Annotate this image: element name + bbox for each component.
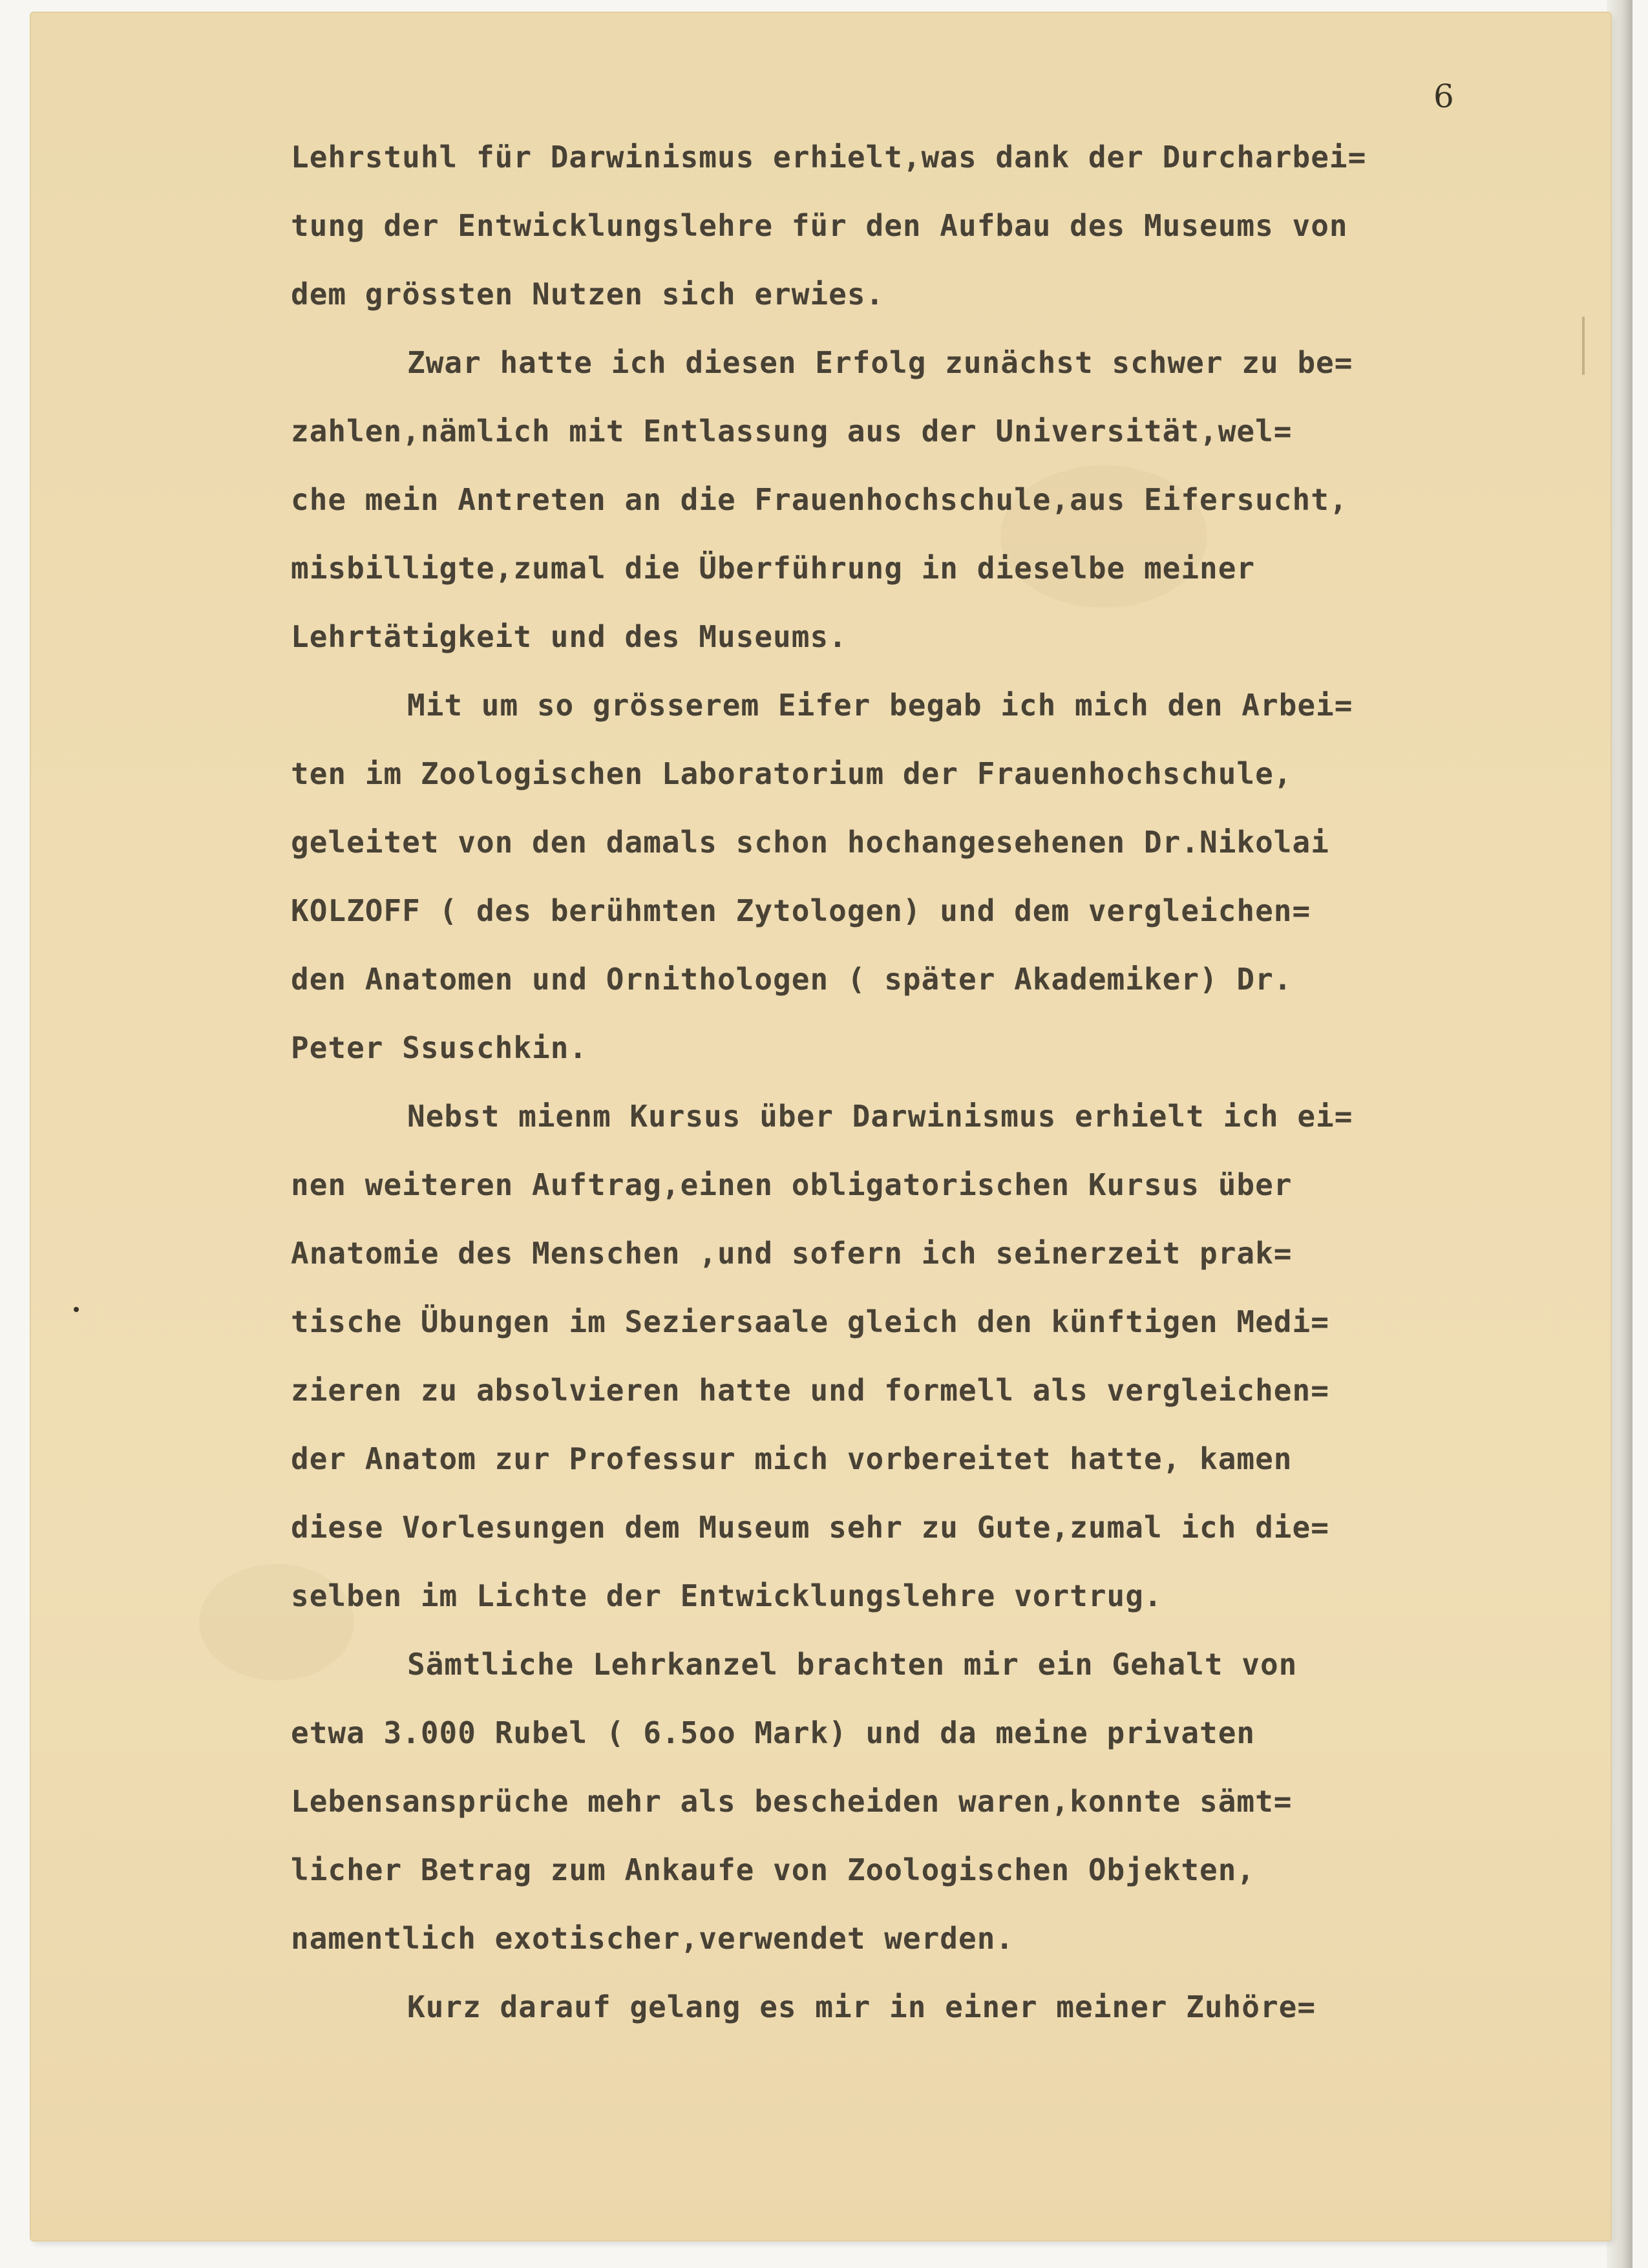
text-line: Kurz darauf gelang es mir in einer meiner Zuhöre= [407, 1989, 1316, 2024]
text-line: Anatomie des Menschen ,und sofern ich seinerzeit prak= [291, 1236, 1293, 1271]
margin-dot [74, 1307, 79, 1312]
text-line: Lehrstuhl für Darwinismus erhielt,was dank der Durcharbei= [291, 140, 1367, 175]
scan-edge [1607, 0, 1632, 2268]
text-line: dem grössten Nutzen sich erwies. [291, 277, 885, 312]
text-line: den Anatomen und Ornithologen ( später Akademiker) Dr. [291, 962, 1293, 997]
text-line: etwa 3.000 Rubel ( 6.5oo Mark) und da meine privaten [291, 1715, 1256, 1750]
text-line: misbilligte,zumal die Überführung in dieselbe meiner [291, 551, 1256, 586]
text-line: zahlen,nämlich mit Entlassung aus der Universität,wel= [291, 414, 1293, 449]
text-line: KOLZOFF ( des berühmten Zytologen) und dem vergleichen= [291, 893, 1311, 928]
text-line: che mein Antreten an die Frauenhochschule,aus Eifersucht, [291, 482, 1348, 517]
text-line: tische Übungen im Seziersaale gleich den künftigen Medi= [291, 1304, 1329, 1339]
text-line: Lebensansprüche mehr als bescheiden waren,konnte sämt= [291, 1784, 1293, 1819]
text-line: zieren zu absolvieren hatte und formell als vergleichen= [291, 1373, 1329, 1408]
text-line: namentlich exotischer,verwendet werden. [291, 1921, 1015, 1956]
text-line: ten im Zoologischen Laboratorium der Frauenhochschule, [291, 756, 1293, 791]
text-line: Sämtliche Lehrkanzel brachten mir ein Gehalt von [407, 1647, 1298, 1682]
text-line: der Anatom zur Professur mich vorbereitet hatte, kamen [291, 1441, 1293, 1476]
text-line: nen weiteren Auftrag,einen obligatorischen Kursus über [291, 1167, 1293, 1202]
typescript-body [291, 123, 1558, 2041]
margin-mark [1582, 317, 1585, 375]
text-line: Nebst mienm Kursus über Darwinismus erhielt ich ei= [407, 1099, 1353, 1134]
text-line: Zwar hatte ich diesen Erfolg zunächst schwer zu be= [407, 345, 1353, 380]
text-line: Peter Ssuschkin. [291, 1030, 588, 1065]
text-line: geleitet von den damals schon hochangesehenen Dr.Nikolai [291, 825, 1329, 860]
text-line: Lehrtätigkeit und des Museums. [291, 619, 847, 654]
text-line: selben im Lichte der Entwicklungslehre vortrug. [291, 1578, 1163, 1613]
text-line: licher Betrag zum Ankaufe von Zoologischen Objekten, [291, 1852, 1256, 1887]
text-line: diese Vorlesungen dem Museum sehr zu Gute,zumal ich die= [291, 1510, 1329, 1545]
text-line: Mit um so grösserem Eifer begab ich mich den Arbei= [407, 688, 1353, 723]
text-line: tung der Entwicklungslehre für den Aufbau des Museums von [291, 208, 1348, 243]
page-number: 6 [1433, 78, 1454, 115]
